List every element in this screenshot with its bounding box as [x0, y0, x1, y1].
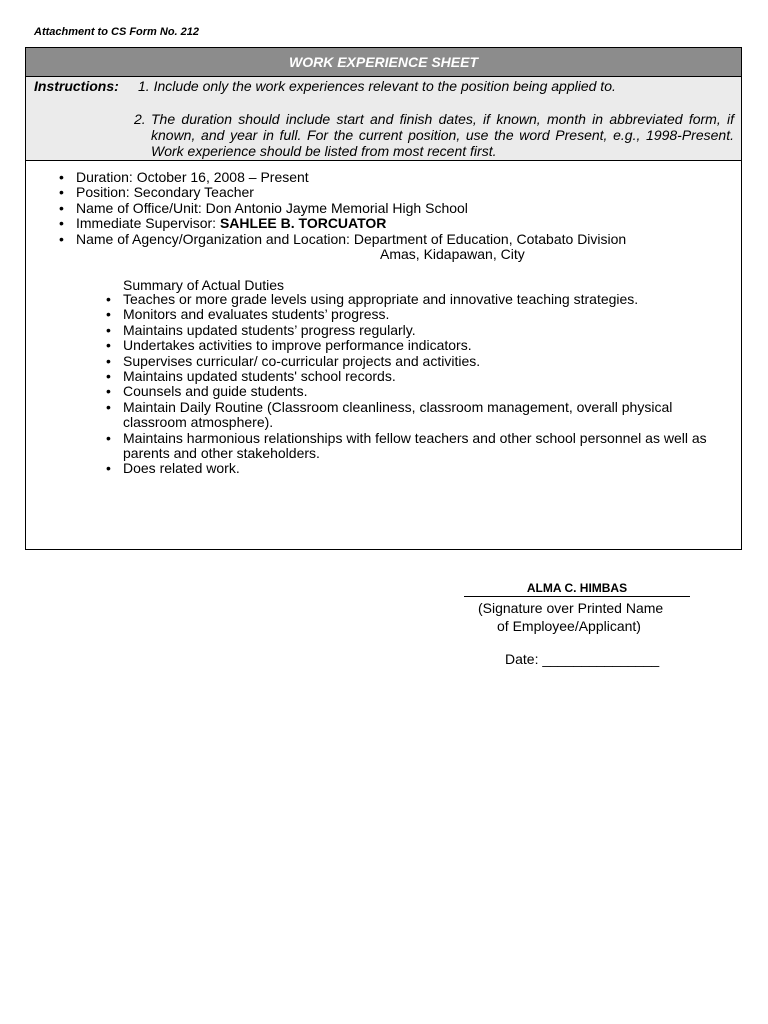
duration-item: • Duration: October 16, 2008 – Present	[76, 170, 726, 185]
instruction-1-text: Include only the work experiences relevant to the position being applied to.	[153, 78, 616, 94]
duty-item: • Monitors and evaluates students’ progress.	[123, 307, 735, 322]
instruction-2-number: 2.	[134, 111, 146, 127]
sheet-title: WORK EXPERIENCE SHEET	[26, 48, 741, 77]
attachment-label: Attachment to CS Form No. 212	[34, 26, 200, 38]
supervisor-label: Immediate Supervisor:	[76, 215, 220, 232]
duties-list	[123, 292, 735, 477]
instructions-label: Instructions:	[34, 78, 119, 94]
agency-line-1: Name of Agency/Organization and Location: Department of Education, Cotabato Division	[76, 230, 627, 247]
duty-item: • Does related work.	[123, 461, 735, 476]
duty-item: • Maintain Daily Routine (Classroom cleanliness, classroom management, overall physical classroom atmosphere).	[123, 400, 735, 431]
signatory-name: ALMA C. HIMBAS	[464, 581, 690, 597]
instruction-1	[138, 78, 616, 94]
supervisor-name: SAHLEE B. TORCUATOR	[219, 215, 387, 232]
instruction-1-number: 1.	[138, 78, 150, 94]
signature-caption-line-1: (Signature over Printed Name	[478, 600, 664, 616]
duty-item: • Teaches or more grade levels using appropriate and innovative teaching strategies.	[123, 292, 735, 307]
instruction-2	[134, 111, 734, 159]
work-experience-sheet	[25, 47, 742, 550]
duty-item: • Counsels and guide students.	[123, 384, 735, 399]
signature-caption-line-2: of Employee/Applicant)	[497, 618, 641, 634]
agency-item	[76, 232, 726, 263]
position-item: • Position: Secondary Teacher	[76, 185, 726, 200]
duty-item: • Supervises curricular/ co-curricular projects and activities.	[123, 354, 735, 369]
duty-item: • Undertakes activities to improve performance indicators.	[123, 338, 735, 353]
instructions-box	[26, 77, 741, 161]
duty-item: • Maintains harmonious relationships with fellow teachers and other school personnel as well as parents and other stakeholders.	[123, 431, 735, 462]
agency-line-2: Amas, Kidapawan, City	[380, 246, 525, 263]
duty-item: • Maintains updated students' school records.	[123, 369, 735, 384]
duty-item: • Maintains updated students’ progress regularly.	[123, 323, 735, 338]
date-field: Date: _______________	[505, 651, 660, 667]
entry-details-list	[76, 170, 726, 262]
office-item: • Name of Office/Unit: Don Antonio Jayme Memorial High School	[76, 201, 726, 216]
instruction-2-text: The duration should include start and finish dates, if known, month in abbreviated form, if known, and year in full. For the current position, use the word Present, e.g., 1998-Present. Work experience should be listed from most recent first.	[151, 111, 734, 159]
supervisor-item	[76, 216, 726, 231]
duties-heading: Summary of Actual Duties	[123, 277, 285, 293]
